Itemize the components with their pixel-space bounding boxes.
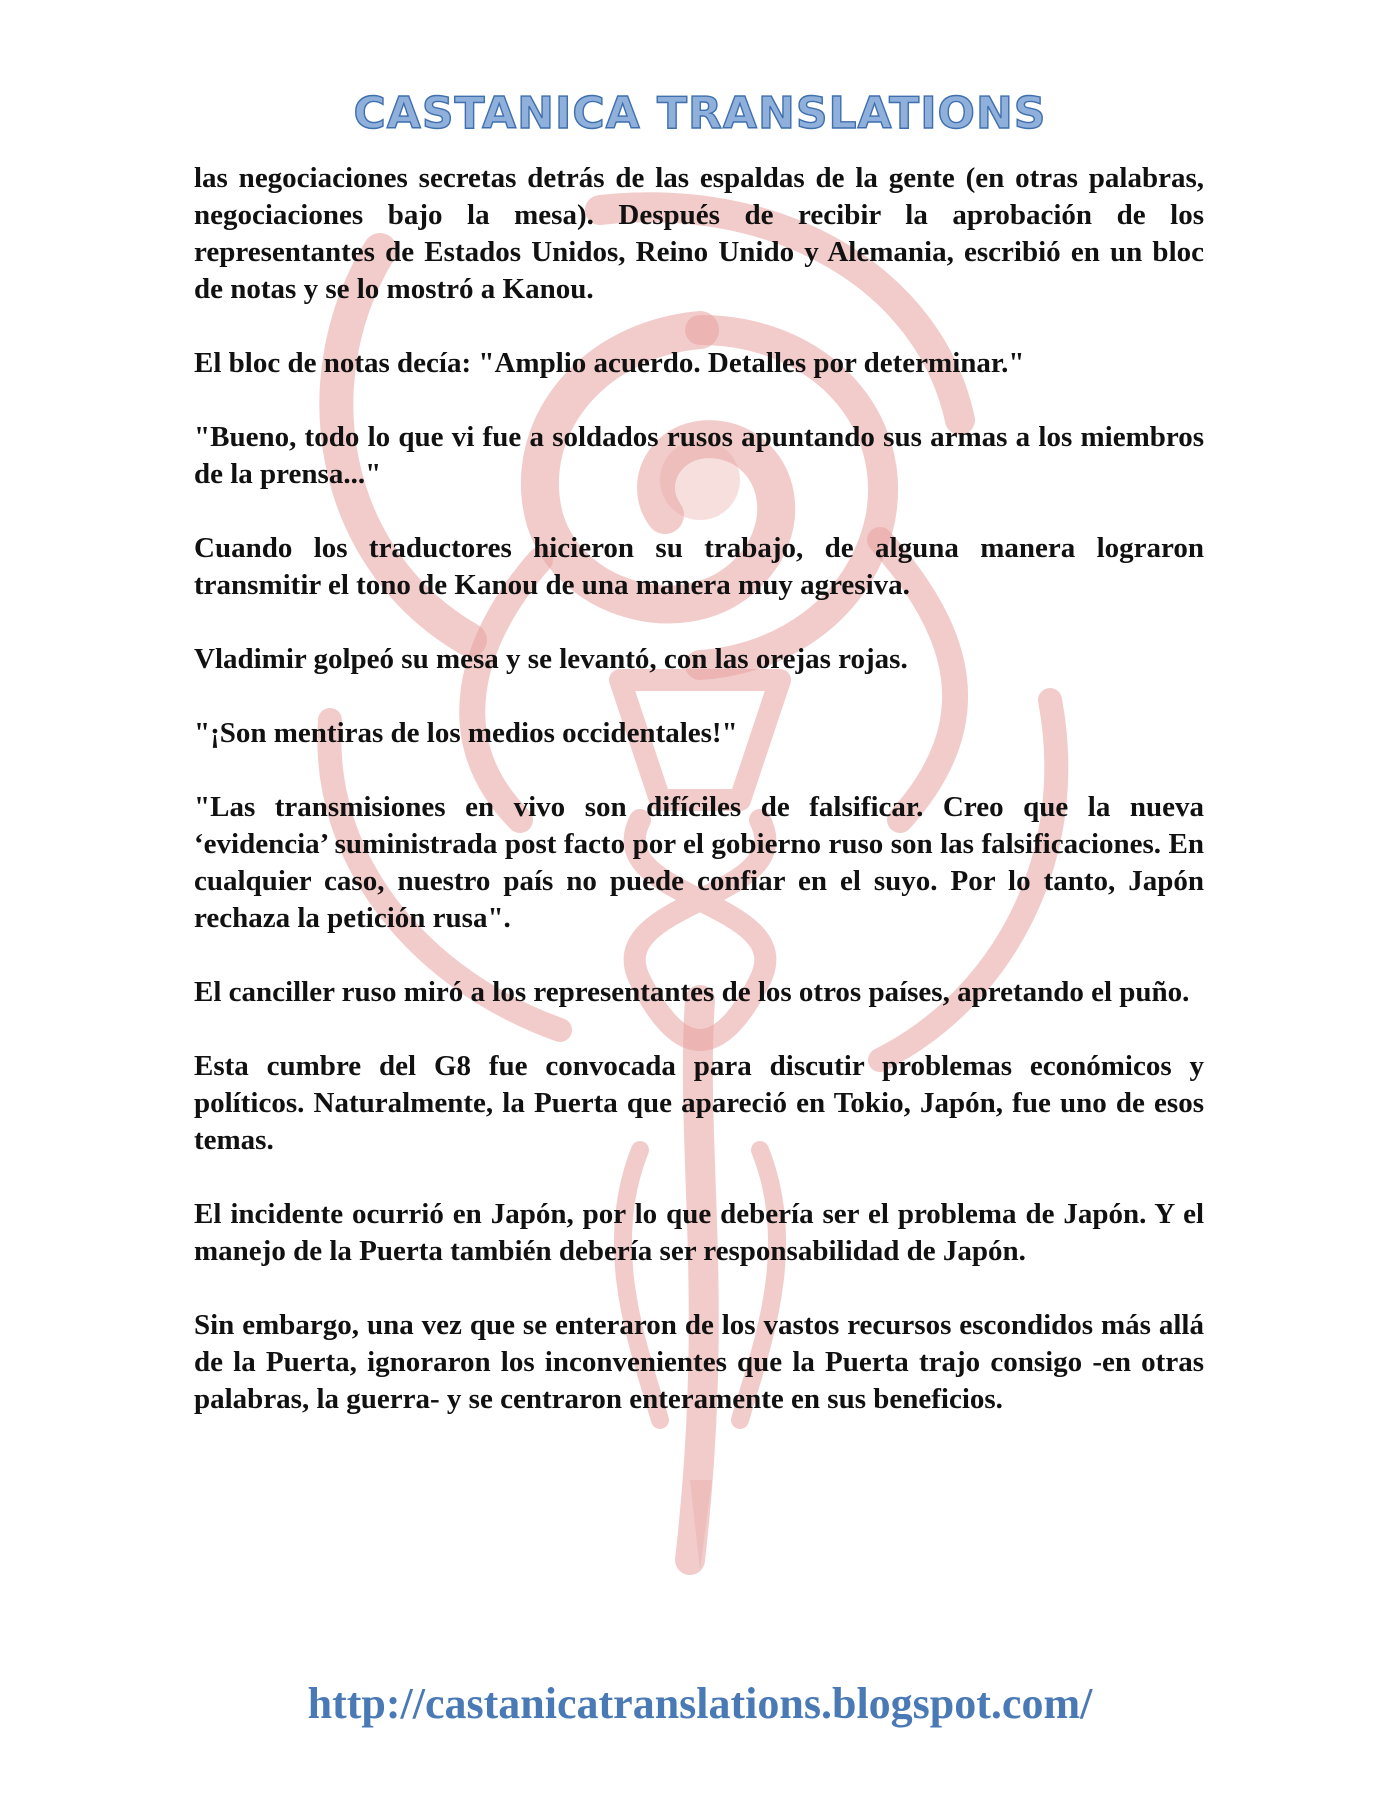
footer-link[interactable]: http://castanicatranslations.blogspot.com/ <box>307 1679 1093 1728</box>
paragraph: las negociaciones secretas detrás de las espaldas de la gente (en otras palabras, negociaciones bajo la mesa). Después de recibir la aprobación de los representantes de Estados Unidos, Reino Unido y Alemania, escribió en un bloc de notas y se lo mostró a Kanou. <box>194 162 1204 305</box>
paragraph: Vladimir golpeó su mesa y se levantó, con las orejas rojas. <box>194 643 908 675</box>
document-body <box>194 160 1204 1455</box>
paragraph: Esta cumbre del G8 fue convocada para discutir problemas económicos y políticos. Naturalmente, la Puerta que apareció en Tokio, Japón, fue uno de esos temas. <box>194 1050 1204 1156</box>
paragraph: Cuando los traductores hicieron su trabajo, de alguna manera lograron transmitir el tono de Kanou de una manera muy agresiva. <box>194 532 1204 601</box>
paragraph: "Las transmisiones en vivo son difíciles de falsificar. Creo que la nueva ‘evidencia’ suministrada post facto por el gobierno ruso son las falsificaciones. En cualquier caso, nuestro país no puede confiar en el suyo. Por lo tanto, Japón rechaza la petición rusa". <box>194 791 1204 934</box>
paragraph: El bloc de notas decía: "Amplio acuerdo. Detalles por determinar." <box>194 347 1025 379</box>
paragraph: "¡Son mentiras de los medios occidentales!" <box>194 717 738 749</box>
paragraph: El incidente ocurrió en Japón, por lo que debería ser el problema de Japón. Y el manejo de la Puerta también debería ser responsabilidad de Japón. <box>194 1198 1204 1267</box>
paragraph: "Bueno, todo lo que vi fue a soldados rusos apuntando sus armas a los miembros de la prensa..." <box>194 421 1204 490</box>
paragraph: Sin embargo, una vez que se enteraron de los vastos recursos escondidos más allá de la Puerta, ignoraron los inconvenientes que la Puerta trajo consigo -en otras palabras, la guerra- y se centraron enteramente en sus beneficios. <box>194 1309 1204 1415</box>
page-title: CASTANICA TRANSLATIONS <box>353 88 1047 139</box>
paragraph: El canciller ruso miró a los representantes de los otros países, apretando el puño. <box>194 976 1190 1008</box>
